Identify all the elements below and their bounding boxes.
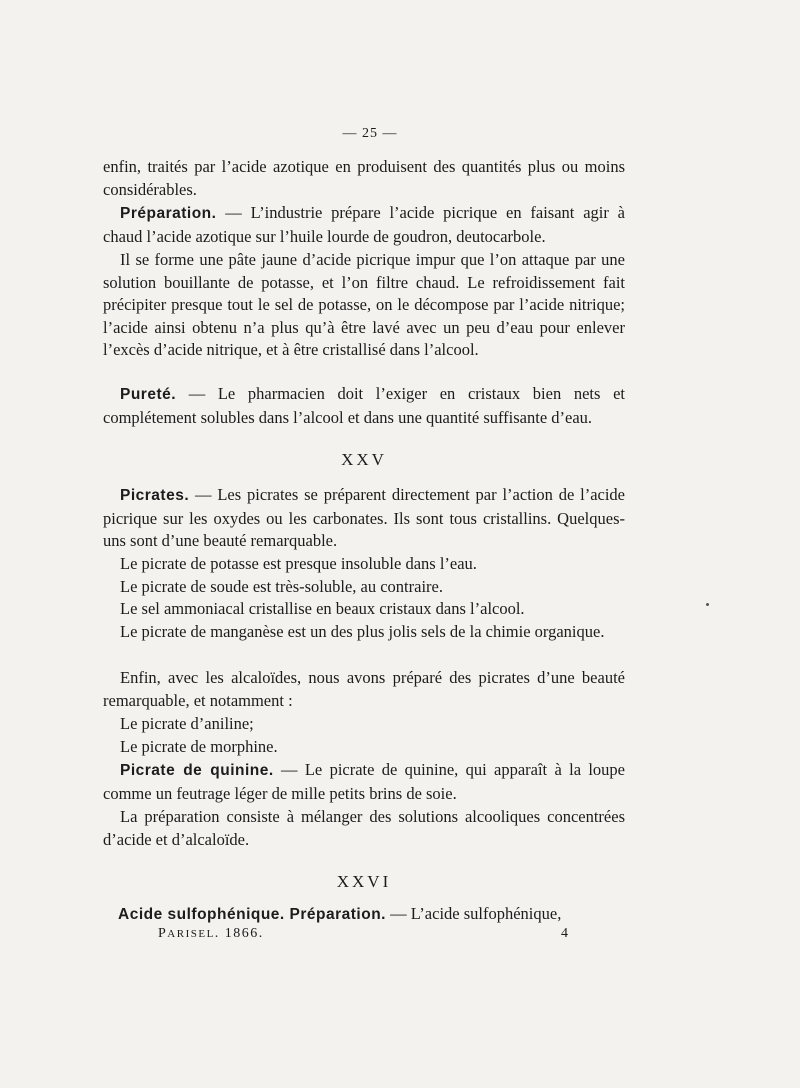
heading-preparation: Préparation. (120, 205, 217, 222)
paragraph-sulfophenique: Acide sulfophénique. Préparation. — L’acide sulfophénique, (118, 904, 562, 923)
paragraph-morphine: Le picrate de morphine. (120, 737, 278, 756)
page-footer (158, 926, 568, 942)
paragraph-preparation: Préparation. — L’industrie prépare l’acide picrique en faisant agir à chaud l’acide azotique sur l’huile lourde de goudron, deutocarbole. (103, 203, 625, 246)
paragraph-picrates: Picrates. — Les picrates se préparent directement par l’action de l’acide picrique sur les oxydes ou les carbonates. Ils sont tous cristallins. Quelques-uns sont d’une beauté remarquable. (103, 485, 625, 551)
paragraph-aniline: Le picrate d’aniline; (120, 714, 254, 733)
signature-mark: 4 (561, 926, 568, 941)
page-number: — 25 — (342, 126, 398, 141)
paragraph-quinine: Picrate de quinine. — Le picrate de quinine, qui apparaît à la loupe comme un feutrage léger de mille petits brins de soie. (103, 760, 625, 803)
heading-picrates: Picrates. (120, 487, 190, 504)
heading-purete: Pureté. (120, 386, 177, 403)
section-heading-xxvi: XXVI (336, 872, 392, 891)
paragraph-continuation: enfin, traités par l’acide azotique en produisent des quantités plus ou moins considérables. (103, 157, 625, 199)
printer-signature: PARISEL. 1866. (158, 926, 264, 941)
heading-quinine: Picrate de quinine. (120, 762, 274, 779)
paragraph-purete: Pureté. — Le pharmacien doit l’exiger en cristaux bien nets et complétement solubles dans l’alcool et dans une quantité suffisante d’eau. (103, 384, 625, 427)
paragraph-soude: Le picrate de soude est très-soluble, au contraire. (120, 577, 443, 596)
paragraph-ammoniacal: Le sel ammoniacal cristallise en beaux cristaux dans l’alcool. (120, 599, 525, 618)
paragraph-potasse: Le picrate de potasse est presque insoluble dans l’eau. (120, 554, 477, 573)
section-heading-xxv: XXV (341, 450, 387, 469)
heading-sulfophenique: Acide sulfophénique. Préparation. (118, 906, 386, 923)
paragraph-process: Il se forme une pâte jaune d’acide picrique impur que l’on attaque par une solution bouillante de potasse, et l’on filtre chaud. Le refroidissement fait précipiter presque tout le sel de potasse, on le décompose par l’acide nitrique; l’acide ainsi obtenu n’a plus qu’à être lavé avec un peu d’eau pour enlever l’excès d’acide nitrique, et à être cristallisé dans l’alcool. (103, 250, 625, 360)
paragraph-manganese: Le picrate de manganèse est un des plus jolis sels de la chimie organique. (120, 622, 605, 641)
paper-speck (706, 603, 709, 606)
paragraph-alcaloides: Enfin, avec les alcaloïdes, nous avons préparé des picrates d’une beauté remarquable, et notamment : (103, 668, 625, 710)
paragraph-melange: La préparation consiste à mélanger des solutions alcooliques concentrées d’acide et d’alcaloïde. (103, 807, 625, 849)
